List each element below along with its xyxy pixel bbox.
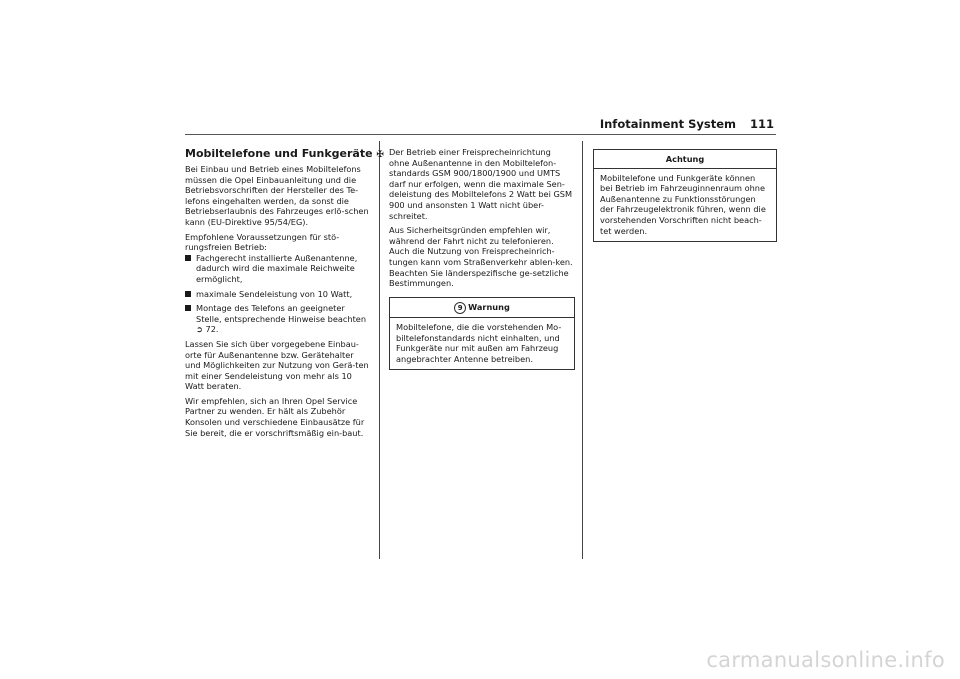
requirements-list bbox=[185, 253, 371, 335]
page-number: 111 bbox=[749, 117, 774, 131]
column-divider-1 bbox=[379, 141, 380, 559]
column-2 bbox=[389, 147, 573, 293]
section-title: Infotainment System bbox=[599, 117, 736, 131]
list-item bbox=[185, 289, 371, 300]
page-reference-icon: ➲ bbox=[196, 324, 203, 335]
caution-text: Mobiltelefone und Funkgeräte können bei Betrieb im Fahrzeuginnenraum ohne Außenantenne zu Funktionsstörungen der Fahrzeugelektronik führen, wenn die vorstehenden Vorschriften nicht beach-tet werden. bbox=[600, 172, 766, 236]
warning-icon: 9 bbox=[454, 302, 466, 314]
safety-paragraph: Aus Sicherheitsgründen empfehlen wir, während der Fahrt nicht zu telefonieren. Auch die Nutzung von Freisprecheinrich-tungen kann vom Straßenverkehr ablen-ken. Beachten Sie länderspezifische ge-setzliche Bestimmungen. bbox=[389, 225, 573, 289]
caution-box bbox=[593, 149, 777, 242]
caution-title: Achtung bbox=[594, 150, 776, 169]
page-reference[interactable]: 72. bbox=[205, 324, 219, 335]
running-header bbox=[600, 117, 774, 131]
bullet-square-icon bbox=[185, 305, 191, 311]
service-paragraph: Wir empfehlen, sich an Ihren Opel Service Partner zu wenden. Er hält als Zubehör Konsolen und verschiedene Einbausätze für Sie bereit, die er vorschriftsmäßig ein-baut. bbox=[185, 395, 365, 438]
list-item-text: maximale Sendeleistung von 10 Watt, bbox=[196, 288, 353, 299]
heading-text: Mobiltelefone und Funkgeräte bbox=[185, 147, 373, 160]
list-item bbox=[185, 253, 371, 285]
prerequisites-paragraph: Empfohlene Voraussetzungen für stö-rungsfreien Betrieb: bbox=[185, 231, 340, 253]
column-divider-2 bbox=[582, 141, 583, 559]
warning-title-text: Warnung bbox=[468, 302, 510, 312]
list-item-text: Fachgerecht installierte Außenantenne, dadurch wird die maximale Reichweite ermöglicht, bbox=[196, 252, 358, 284]
handsfree-paragraph: Der Betrieb einer Freisprecheinrichtung ohne Außenantenne in den Mobiltelefon-standards GSM 900/1800/1900 und UMTS darf nur erfolgen, wenn die maximale Sen-deleistung des Mobiltelefons 2 Watt bei GSM 900 und ansonsten 1 Watt nicht über-schreitet. bbox=[389, 147, 573, 221]
bullet-square-icon bbox=[185, 291, 191, 297]
list-item-text: Montage des Telefons an geeigneter Stelle, entsprechende Hinweise beachten bbox=[196, 303, 367, 324]
asterisk-symbol-icon: ✠ bbox=[376, 150, 384, 160]
advice-paragraph: Lassen Sie sich über vorgegebene Einbau-orte für Außenantenne bzw. Gerätehalter und Möglichkeiten zur Nutzung von Gerä-ten mit einer Sendeleistung von mehr als 10 Watt beraten. bbox=[185, 338, 369, 392]
bullet-square-icon bbox=[185, 255, 191, 261]
warning-box bbox=[389, 297, 575, 370]
header-rule bbox=[185, 134, 776, 135]
warning-text: Mobiltelefone, die die vorstehenden Mo-biltelefonstandards nicht einhalten, und Funkgeräte nur mit außen am Fahrzeug angebrachter Antenne betreiben. bbox=[396, 322, 562, 364]
list-item bbox=[185, 303, 371, 335]
intro-paragraph: Bei Einbau und Betrieb eines Mobiltelefons müssen die Opel Einbauanleitung und die Betriebsvorschriften der Hersteller des Te-lefons eingehalten werden, da sonst die Betriebserlaubnis des Fahrzeuges erlö-schen kann (EU-Direktive 95/54/EG). bbox=[185, 164, 369, 227]
watermark: carmanualsonline.info bbox=[706, 648, 945, 672]
section-heading bbox=[185, 147, 384, 162]
warning-title bbox=[390, 298, 574, 318]
column-1 bbox=[185, 147, 384, 442]
